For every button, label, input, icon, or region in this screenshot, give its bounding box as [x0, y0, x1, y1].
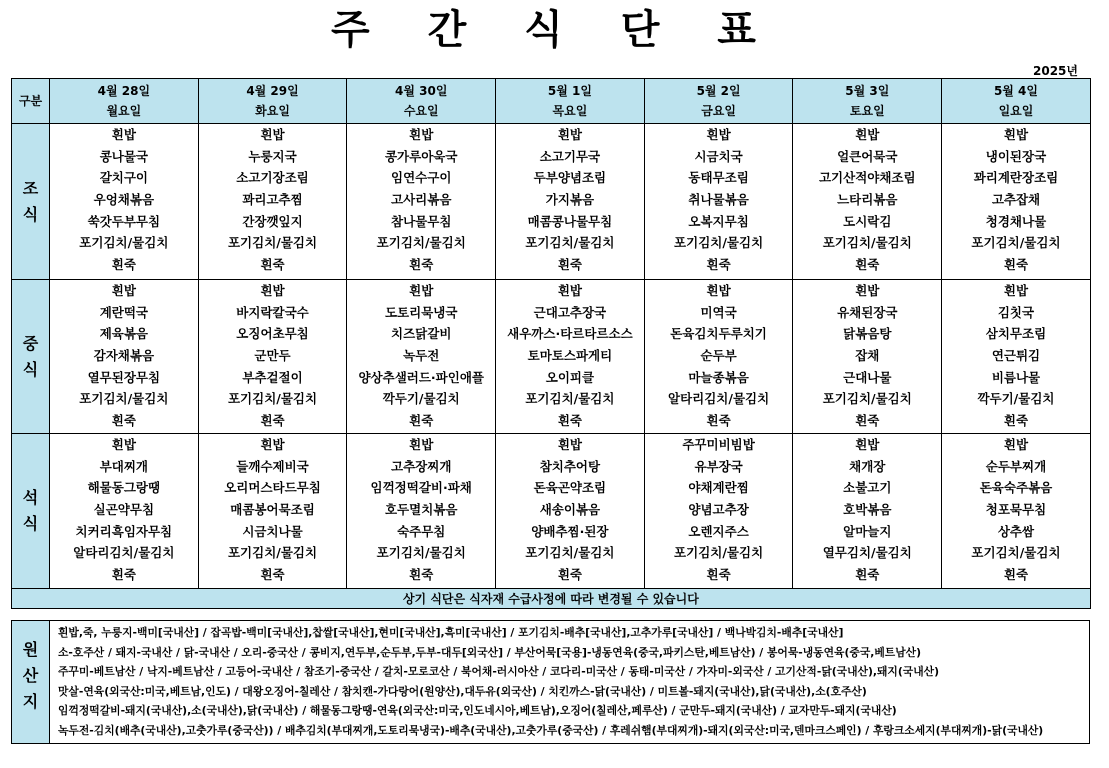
menu-cell	[50, 434, 199, 589]
menu-item: 포기김치/물김치	[674, 235, 764, 251]
menu-item: 포기김치/물김치	[674, 545, 764, 561]
menu-cell	[496, 280, 645, 434]
menu-item: 흰죽	[1003, 567, 1029, 583]
menu-item: 포기김치/물김치	[971, 545, 1061, 561]
menu-item: 유채된장국	[837, 304, 898, 320]
menu-item: 깍두기/물김치	[382, 391, 460, 407]
menu-item: 흰죽	[557, 567, 582, 583]
gubun-header: 구분	[12, 79, 50, 124]
menu-item: 녹두전	[403, 348, 440, 364]
menu-item: 감자채볶음	[93, 348, 155, 364]
menu-cell	[347, 434, 496, 589]
menu-item: 포기김치/물김치	[79, 235, 169, 251]
menu-item: 시금치나물	[242, 523, 303, 539]
day-weekday: 금요일	[701, 104, 736, 118]
menu-item: 오징어초무침	[236, 326, 309, 342]
menu-item: 포기김치/물김치	[227, 391, 318, 407]
menu-item: 흰밥	[557, 437, 582, 452]
menu-cell	[644, 280, 793, 434]
menu-item: 알타리김치/물김치	[668, 391, 770, 407]
menu-item: 포기김치/물김치	[525, 391, 615, 407]
menu-item: 흰죽	[111, 257, 136, 273]
menu-item: 유부장국	[694, 458, 743, 474]
menu-item: 청경채나물	[985, 213, 1047, 229]
menu-cell	[793, 434, 942, 589]
menu-item: 콩가루아욱국	[384, 148, 458, 164]
menu-item: 흰죽	[1003, 413, 1029, 429]
menu-item: 치즈닭갈비	[391, 326, 452, 342]
menu-item: 청포묵무침	[985, 502, 1047, 518]
menu-item: 도토리묵냉국	[384, 304, 458, 320]
menu-item: 고사리볶음	[391, 192, 452, 208]
menu-item: 깍두기/물김치	[977, 391, 1055, 407]
menu-item: 흰죽	[409, 413, 434, 429]
menu-item: 들깨수제비국	[236, 458, 309, 474]
menu-item: 갈치구이	[99, 170, 148, 186]
menu-item: 양배추찜·된장	[531, 523, 609, 539]
year-label: 2025년	[1033, 64, 1078, 78]
menu-item: 흰죽	[260, 413, 285, 429]
menu-cell	[644, 124, 793, 280]
origin-line: 임꺽정떡갈비-돼지(국내산),소(국내산),닭(국내산) / 해물동그랑땡-연육(외국산:미국,인도네시아,베트남),오징어(칠레산,페루산) / 군만두-돼지(국내산) / 교자만두-돼지(국내산)	[58, 704, 897, 718]
menu-cell	[50, 124, 199, 280]
day-header	[942, 79, 1091, 124]
meal-label: 석 식	[12, 434, 50, 589]
menu-item: 소고기장조림	[236, 170, 309, 186]
day-header	[644, 79, 793, 124]
origin-section	[11, 620, 1090, 744]
menu-item: 연근튀김	[991, 348, 1041, 364]
menu-item: 오복지무침	[688, 213, 749, 229]
menu-item: 우엉채볶음	[93, 192, 155, 208]
menu-item: 흰밥	[409, 127, 434, 142]
menu-item: 오이피클	[545, 369, 595, 385]
day-date: 5월 4일	[993, 84, 1038, 98]
menu-item: 도시락김	[843, 213, 892, 229]
menu-item: 새우까스·타르타르소스	[507, 326, 633, 342]
day-date: 4월 30일	[395, 84, 448, 98]
menu-item: 치커리흑임자무침	[75, 523, 173, 539]
menu-item: 흰밥	[557, 127, 582, 142]
day-weekday: 월요일	[106, 104, 142, 118]
menu-cell	[942, 434, 1091, 589]
menu-item: 순두부	[700, 348, 737, 364]
menu-item: 참치추어탕	[539, 458, 601, 474]
menu-item: 고기산적야채조림	[818, 170, 916, 186]
menu-item: 흰죽	[260, 257, 285, 273]
menu-item: 호두멸치볶음	[384, 502, 458, 518]
menu-item: 흰밥	[557, 283, 582, 298]
day-weekday: 토요일	[849, 104, 885, 118]
menu-item: 새송이볶음	[539, 502, 601, 518]
menu-item: 간장깻잎지	[242, 213, 303, 229]
menu-item: 매콤봉어묵조림	[230, 502, 315, 518]
day-header	[347, 79, 496, 124]
menu-item: 군만두	[254, 348, 291, 364]
menu-item: 포기김치/물김치	[822, 391, 912, 407]
menu-item: 근대고추장국	[533, 304, 607, 320]
menu-item: 흰밥	[706, 283, 731, 298]
menu-item: 돈육김치두루치기	[670, 326, 767, 342]
menu-cell	[793, 124, 942, 280]
menu-item: 실곤약무침	[93, 502, 155, 518]
menu-item: 숙주무침	[397, 523, 446, 539]
menu-item: 토마토스파게티	[527, 348, 613, 364]
menu-item: 양념고추장	[688, 502, 749, 518]
menu-item: 누룽지국	[248, 148, 297, 164]
origin-line: 맛살-연육(외국산:미국,베트남,인도) / 대왕오징어-칠레산 / 참치캔-가다랑어(원양산),대두유(외국산) / 치킨까스-닭(국내산) / 미트볼-돼지(국내산),닭(국내산),소(호주산)	[58, 684, 867, 698]
menu-cell	[198, 280, 347, 434]
menu-cell	[198, 124, 347, 280]
menu-item: 포기김치/물김치	[525, 235, 615, 251]
menu-item: 돈육숙주볶음	[979, 480, 1053, 496]
day-date: 5월 3일	[845, 84, 890, 98]
day-header	[793, 79, 942, 124]
menu-item: 상추쌈	[997, 523, 1035, 539]
menu-item: 흰죽	[706, 567, 731, 583]
menu-item: 흰죽	[111, 567, 136, 583]
day-weekday: 화요일	[255, 104, 290, 118]
menu-item: 시금치국	[694, 148, 743, 164]
menu-item: 잡채	[855, 348, 880, 364]
menu-item: 알마늘지	[843, 523, 892, 539]
menu-item: 흰밥	[855, 437, 880, 452]
menu-item: 열무된장무침	[87, 369, 161, 385]
menu-item: 흰밥	[260, 283, 285, 298]
origin-label: 원 산 지	[12, 621, 50, 743]
day-date: 5월 2일	[696, 84, 741, 98]
menu-item: 흰밥	[409, 283, 434, 298]
origin-line: 주꾸미-베트남산 / 낙지-베트남산 / 고등어-국내산 / 참조기-중국산 / 갈치-모로코산 / 북어채-러시아산 / 코다리-미국산 / 동태-미국산 / 가자미-외국산 / 고기산적-닭(국내산),돼지(국내산)	[58, 665, 940, 679]
menu-cell	[793, 280, 942, 434]
day-date: 5월 1일	[547, 84, 592, 98]
menu-item: 흰밥	[1003, 437, 1029, 452]
menu-item: 포기김치/물김치	[971, 235, 1061, 251]
menu-item: 흰밥	[111, 437, 136, 452]
menu-item: 고추장찌개	[391, 458, 452, 474]
menu-cell	[347, 280, 496, 434]
menu-item: 흰죽	[409, 257, 434, 273]
meal-label: 조 식	[12, 124, 50, 280]
menu-item: 근대나물	[843, 369, 892, 385]
menu-item: 취나물볶음	[688, 192, 749, 208]
menu-item: 흰밥	[1003, 283, 1029, 298]
menu-item: 흰밥	[111, 127, 136, 142]
origin-lines	[58, 623, 1088, 741]
menu-item: 부추겉절이	[242, 369, 303, 385]
menu-item: 닭볶음탕	[843, 326, 892, 342]
day-date: 4월 29일	[246, 84, 299, 98]
menu-item: 소불고기	[843, 480, 892, 496]
menu-item: 포기김치/물김치	[227, 235, 318, 251]
menu-item: 흰밥	[706, 127, 731, 142]
menu-item: 흰밥	[111, 283, 136, 298]
menu-item: 임꺽정떡갈비·파채	[370, 480, 472, 496]
menu-item: 마늘종볶음	[688, 369, 749, 385]
weekly-menu-table	[11, 78, 1091, 609]
menu-item: 비름나물	[991, 369, 1041, 385]
menu-item: 부대찌개	[99, 458, 148, 474]
menu-item: 냉이된장국	[985, 148, 1047, 164]
day-weekday: 목요일	[552, 104, 588, 118]
menu-item: 흰죽	[706, 413, 731, 429]
menu-cell	[644, 434, 793, 589]
menu-item: 주꾸미비빔밥	[682, 437, 755, 452]
menu-item: 흰죽	[1003, 257, 1029, 273]
menu-item: 오리머스타드무침	[224, 480, 321, 496]
menu-item: 야채계란찜	[688, 480, 749, 496]
menu-item: 알타리김치/물김치	[73, 545, 175, 561]
menu-item: 흰죽	[111, 413, 136, 429]
menu-cell	[942, 280, 1091, 434]
menu-item: 흰죽	[855, 257, 880, 273]
menu-cell	[942, 124, 1091, 280]
menu-item: 두부양념조림	[533, 170, 607, 186]
menu-item: 얼큰어묵국	[837, 148, 898, 164]
menu-item: 계란떡국	[99, 304, 148, 320]
menu-item: 흰밥	[855, 283, 880, 298]
menu-item: 미역국	[700, 304, 737, 320]
menu-item: 가지볶음	[545, 192, 595, 208]
meal-label: 중 식	[12, 280, 50, 434]
menu-item: 포기김치/물김치	[525, 545, 615, 561]
menu-item: 김칫국	[997, 304, 1035, 320]
menu-item: 포기김치/물김치	[376, 235, 466, 251]
menu-cell	[496, 434, 645, 589]
menu-item: 고추잡채	[991, 192, 1041, 208]
menu-item: 바지락칼국수	[236, 304, 309, 320]
menu-item: 임연수구이	[391, 170, 452, 186]
menu-item: 흰죽	[260, 567, 285, 583]
page-title: 주 간 식 단 표	[331, 7, 778, 53]
menu-item: 채개장	[849, 458, 886, 474]
origin-line: 소-호주산 / 돼지-국내산 / 닭-국내산 / 오리-중국산 / 콩비지,연두부,순두부,두부-대두[외국산] / 부산어묵[국용]-냉동연육(중국,파키스탄,베트남산) / 봉어묵-냉동연육(중국,베트남산)	[58, 645, 922, 659]
menu-item: 호박볶음	[843, 502, 892, 518]
menu-item: 느타리볶음	[837, 192, 898, 208]
menu-item: 포기김치/물김치	[376, 545, 466, 561]
menu-item: 흰밥	[260, 127, 285, 142]
menu-item: 매콤콩나물무침	[527, 213, 613, 229]
menu-cell	[50, 280, 199, 434]
menu-item: 순두부찌개	[985, 458, 1047, 474]
menu-item: 제육볶음	[99, 326, 148, 342]
menu-item: 흰밥	[260, 437, 285, 452]
menu-item: 흰밥	[855, 127, 880, 142]
menu-item: 흰죽	[706, 257, 731, 273]
menu-cell	[198, 434, 347, 589]
menu-item: 흰밥	[1003, 127, 1029, 142]
menu-item: 양상추샐러드·파인애플	[358, 369, 484, 385]
notice-banner: 상기 식단은 식자재 수급사정에 따라 변경될 수 있습니다	[12, 589, 1091, 609]
menu-item: 흰죽	[557, 257, 582, 273]
menu-item: 흰죽	[557, 413, 582, 429]
menu-item: 소고기무국	[539, 148, 601, 164]
menu-item: 삼치무조림	[985, 326, 1047, 342]
day-header	[198, 79, 347, 124]
menu-item: 흰죽	[855, 413, 880, 429]
origin-line: 흰밥,죽, 누룽지-백미[국내산] / 잡곡밥-백미[국내산],찹쌀[국내산],현미[국내산],흑미[국내산] / 포기김치-배추[국내산],고추가루[국내산] / 백나박김치-배추[국내산]	[58, 626, 844, 639]
day-weekday: 수요일	[403, 104, 439, 118]
menu-item: 해물동그랑땡	[87, 480, 161, 496]
menu-item: 흰죽	[409, 567, 434, 583]
menu-item: 콩나물국	[99, 148, 148, 164]
menu-item: 흰밥	[409, 437, 434, 452]
menu-item: 꽈리계란장조림	[973, 170, 1059, 186]
menu-item: 흰죽	[855, 567, 880, 583]
menu-item: 꽈리고추찜	[242, 192, 303, 208]
day-date: 4월 28일	[97, 84, 151, 98]
menu-cell	[496, 124, 645, 280]
menu-item: 포기김치/물김치	[822, 235, 912, 251]
day-header	[496, 79, 645, 124]
menu-item: 포기김치/물김치	[79, 391, 169, 407]
menu-item: 오렌지주스	[688, 523, 749, 539]
menu-item: 열무김치/물김치	[822, 545, 912, 561]
menu-item: 포기김치/물김치	[227, 545, 318, 561]
origin-line: 녹두전-김치(배추(국내산),고춧가루(중국산)) / 배추김치(부대찌개,도토리묵냉국)-배추(국내산),고춧가루(중국산) / 후레쉬햄(부대찌개)-돼지(외국산:미국,덴마크스페인) / 후랑크소세지(부대찌개)-닭(국내산)	[58, 723, 1044, 737]
day-header	[50, 79, 199, 124]
menu-cell	[347, 124, 496, 280]
menu-item: 참나물무침	[391, 213, 452, 229]
menu-item: 돈육곤약조림	[533, 480, 607, 496]
menu-item: 쑥갓두부무침	[87, 213, 161, 229]
menu-item: 동태무조림	[688, 170, 749, 186]
day-weekday: 일요일	[998, 104, 1034, 118]
